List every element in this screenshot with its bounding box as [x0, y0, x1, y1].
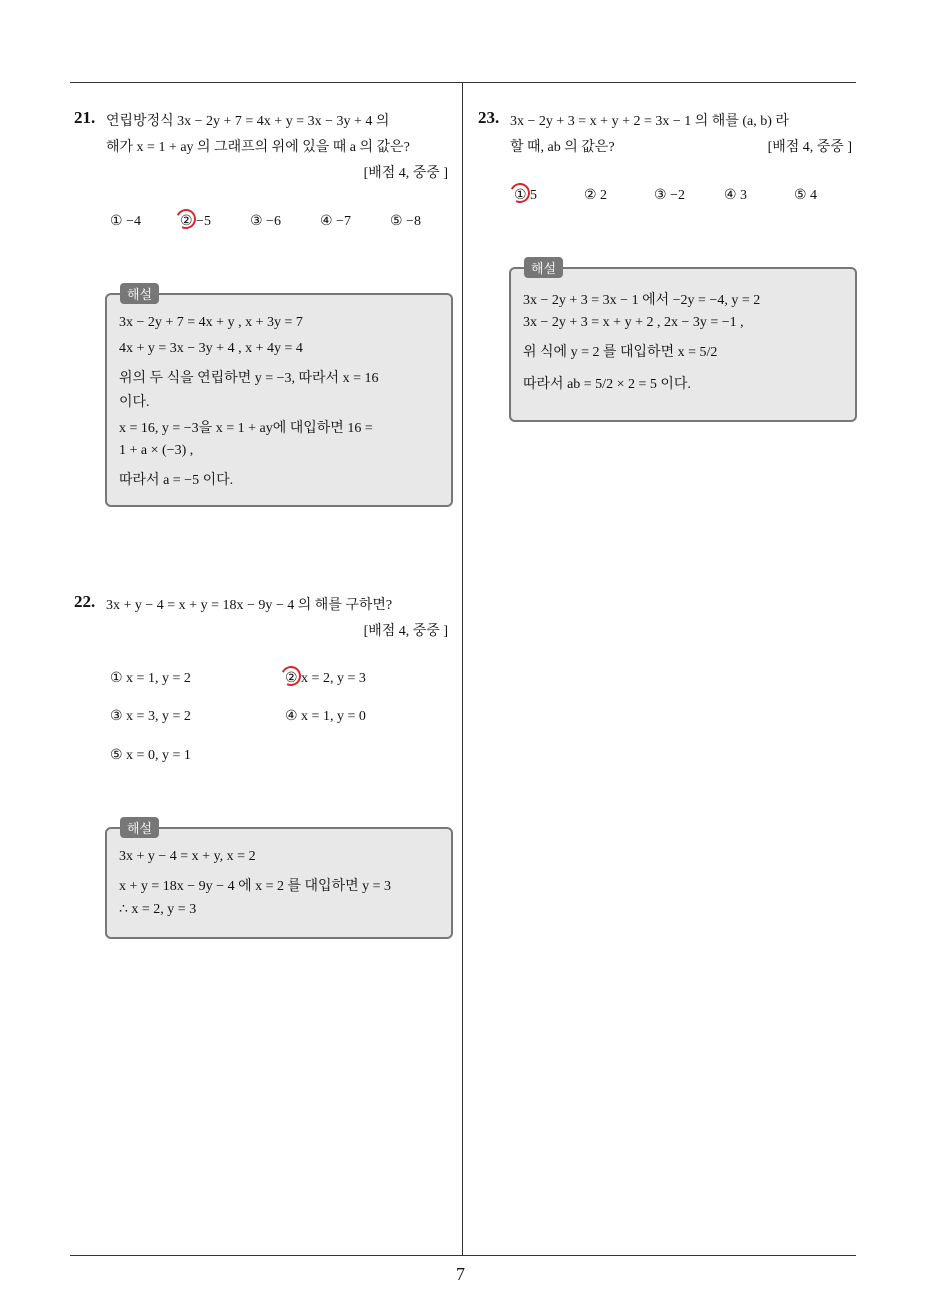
q21-choice-3[interactable]: ③ −6 [250, 214, 281, 229]
q22-choice-1[interactable]: ① x = 1, y = 2 [110, 671, 191, 686]
q23-solution-line: 3x − 2y + 3 = x + y + 2 , 2x − 3y = −1 , [523, 315, 744, 330]
q23-choice-3[interactable]: ③ −2 [654, 188, 685, 203]
q23-choice-1[interactable]: ① 5 [514, 188, 538, 203]
q21-solution-line: 3x − 2y + 7 = 4x + y , x + 3y = 7 [119, 315, 303, 330]
page-number: 7 [456, 1264, 465, 1284]
q22-solution-box [105, 827, 453, 939]
q21-solution-tag: 해설 [120, 283, 159, 304]
question-21-text-line-1: 연립방정식 3x − 2y + 7 = 4x + y = 3x − 3y + 4 의 [106, 114, 390, 129]
q21-choice-5[interactable]: ⑤ −8 [390, 214, 421, 229]
column-divider [462, 82, 463, 1256]
q23-solution-box [509, 267, 857, 422]
question-22-score: [배점 4, 중중 ] [363, 624, 448, 639]
q23-choice-5[interactable]: ⑤ 4 [794, 188, 818, 203]
question-21-score: [배점 4, 중중 ] [363, 166, 448, 181]
question-21-text-line-2: 해가 x = 1 + ay 의 그래프의 위에 있을 때 a 의 값은? [106, 140, 410, 155]
q22-choice-2[interactable]: ② x = 2, y = 3 [285, 671, 366, 686]
question-22-text-line-1: 3x + y − 4 = x + y = 18x − 9y − 4 의 해를 구하면? [106, 598, 393, 613]
q22-solution-tag: 해설 [120, 817, 159, 838]
q22-choice-5[interactable]: ⑤ x = 0, y = 1 [110, 748, 191, 763]
q21-choice-2[interactable]: ② −5 [180, 214, 211, 229]
q21-solution-line: 위의 두 식을 연립하면 y = −3, 따라서 x = 16 [119, 371, 379, 386]
q23-solution-line: 위 식에 y = 2 를 대입하면 x = 5/2 [523, 345, 718, 360]
q22-choice-4[interactable]: ④ x = 1, y = 0 [285, 709, 366, 724]
q21-solution-line: x = 16, y = −3을 x = 1 + ay에 대입하면 16 = [119, 421, 373, 436]
question-23-number: 23. [478, 108, 500, 127]
q21-solution-line: 따라서 a = −5 이다. [119, 473, 234, 488]
question-22-number: 22. [74, 592, 96, 611]
q22-choice-3[interactable]: ③ x = 3, y = 2 [110, 709, 191, 724]
question-23-score: [배점 4, 중중 ] [767, 140, 852, 155]
q23-choice-4[interactable]: ④ 3 [724, 188, 748, 203]
q23-solution-tag: 해설 [524, 257, 563, 278]
question-21-number: 21. [74, 108, 96, 127]
q23-choice-2[interactable]: ② 2 [584, 188, 608, 203]
q21-solution-line: 이다. [119, 395, 150, 410]
q21-solution-line: 1 + a × (−3) , [119, 443, 194, 458]
q21-solution-box [105, 293, 453, 507]
q23-solution-line: 3x − 2y + 3 = 3x − 1 에서 −2y = −4, y = 2 [523, 293, 761, 308]
q22-solution-line: 3x + y − 4 = x + y, x = 2 [119, 849, 256, 864]
question-23-text-line-1: 3x − 2y + 3 = x + y + 2 = 3x − 1 의 해를 (a, b) 라 [510, 114, 789, 129]
q22-solution-line: ∴ x = 2, y = 3 [119, 902, 197, 917]
question-23-text-line-2: 할 때, ab 의 값은? [510, 140, 615, 155]
bottom-rule [70, 1255, 856, 1256]
q23-solution-line: 따라서 ab = 5/2 × 2 = 5 이다. [523, 377, 691, 392]
q22-solution-line: x + y = 18x − 9y − 4 에 x = 2 를 대입하면 y = 3 [119, 879, 392, 894]
q21-choice-4[interactable]: ④ −7 [320, 214, 351, 229]
top-rule [70, 82, 856, 83]
q21-choice-1[interactable]: ① −4 [110, 214, 141, 229]
q21-solution-line: 4x + y = 3x − 3y + 4 , x + 4y = 4 [119, 341, 303, 356]
